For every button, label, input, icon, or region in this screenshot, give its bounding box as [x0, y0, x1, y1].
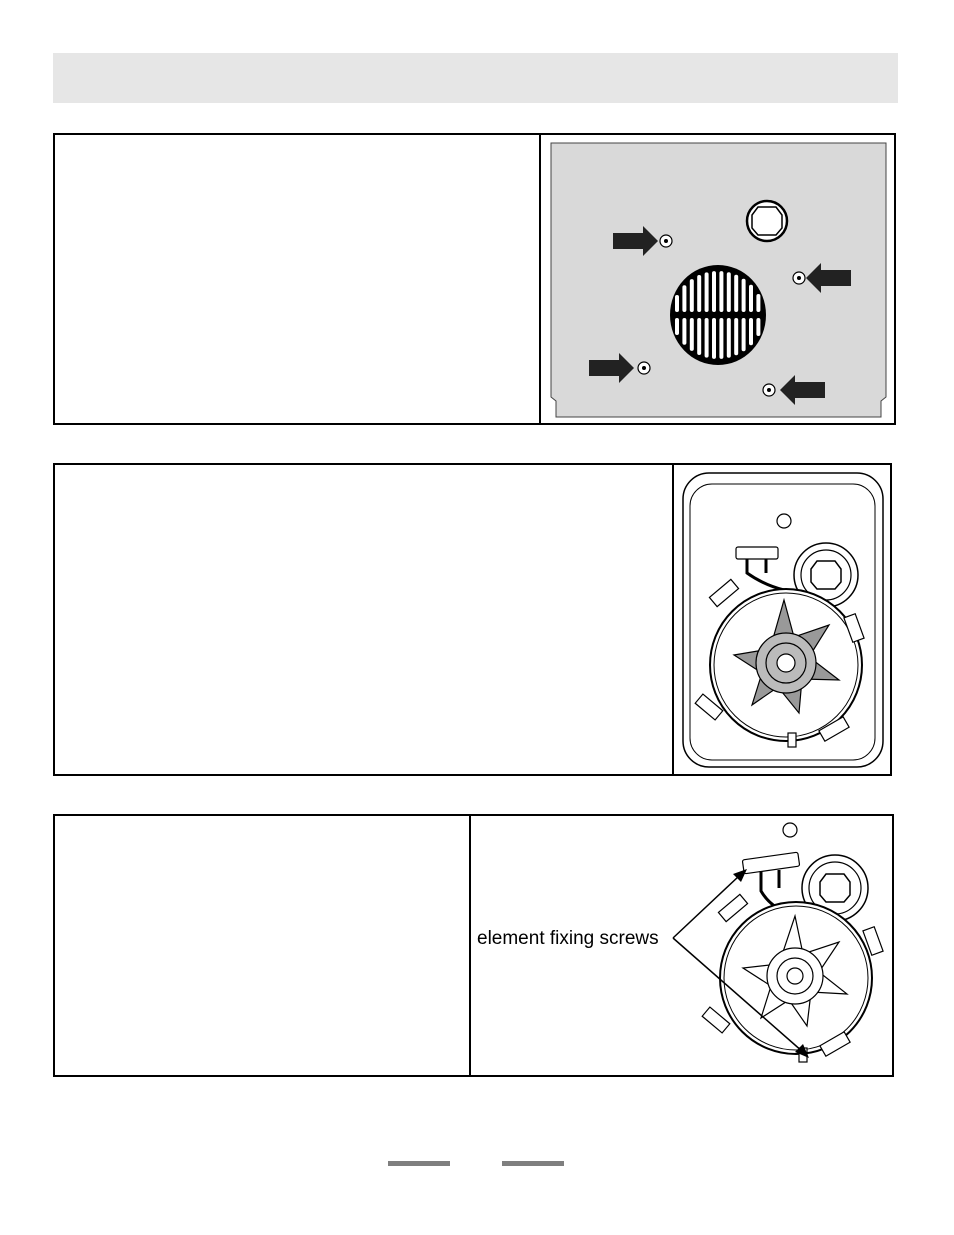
vent-slot — [756, 318, 760, 336]
vent-slot — [682, 318, 686, 345]
vent-slot — [705, 318, 709, 358]
vent-slot — [675, 318, 679, 335]
footer-rule — [388, 1161, 450, 1166]
vent-slot — [727, 318, 731, 358]
vent-slot — [690, 318, 694, 351]
step3-figure — [469, 816, 892, 1075]
step2-figure — [672, 465, 890, 774]
vent-slot — [690, 279, 694, 312]
screw-icon — [793, 272, 805, 284]
fan-assembly-illustration — [674, 465, 892, 774]
vent-slot — [727, 272, 731, 312]
vent-slot — [734, 318, 738, 355]
callout-label: element fixing screws — [477, 928, 659, 949]
vent-grille — [670, 265, 766, 365]
vent-slot — [734, 275, 738, 312]
vent-slot — [705, 272, 709, 312]
rear-cover-illustration — [541, 135, 896, 423]
vent-slot — [749, 318, 753, 345]
vent-slot — [719, 318, 723, 359]
vent-slot — [756, 294, 760, 312]
screw-icon — [638, 362, 650, 374]
vent-slot — [682, 285, 686, 312]
step3-text-cell — [55, 816, 469, 1075]
vent-slot — [742, 318, 746, 351]
vent-slot — [712, 271, 716, 312]
step1-figure — [539, 135, 894, 423]
step3-panel — [53, 814, 894, 1077]
step1-text-cell — [55, 135, 539, 423]
vent-slot — [697, 275, 701, 312]
header-bar — [53, 53, 898, 103]
vent-slot — [742, 279, 746, 312]
vent-slot — [719, 271, 723, 312]
vent-slot — [697, 318, 701, 355]
vent-slot — [675, 295, 679, 312]
vent-slot — [749, 285, 753, 312]
vent-slot — [712, 318, 716, 359]
step2-text-cell — [55, 465, 672, 774]
screw-icon — [763, 384, 775, 396]
step1-panel — [53, 133, 896, 425]
step2-panel — [53, 463, 892, 776]
screw-icon — [660, 235, 672, 247]
footer-rule — [502, 1161, 564, 1166]
